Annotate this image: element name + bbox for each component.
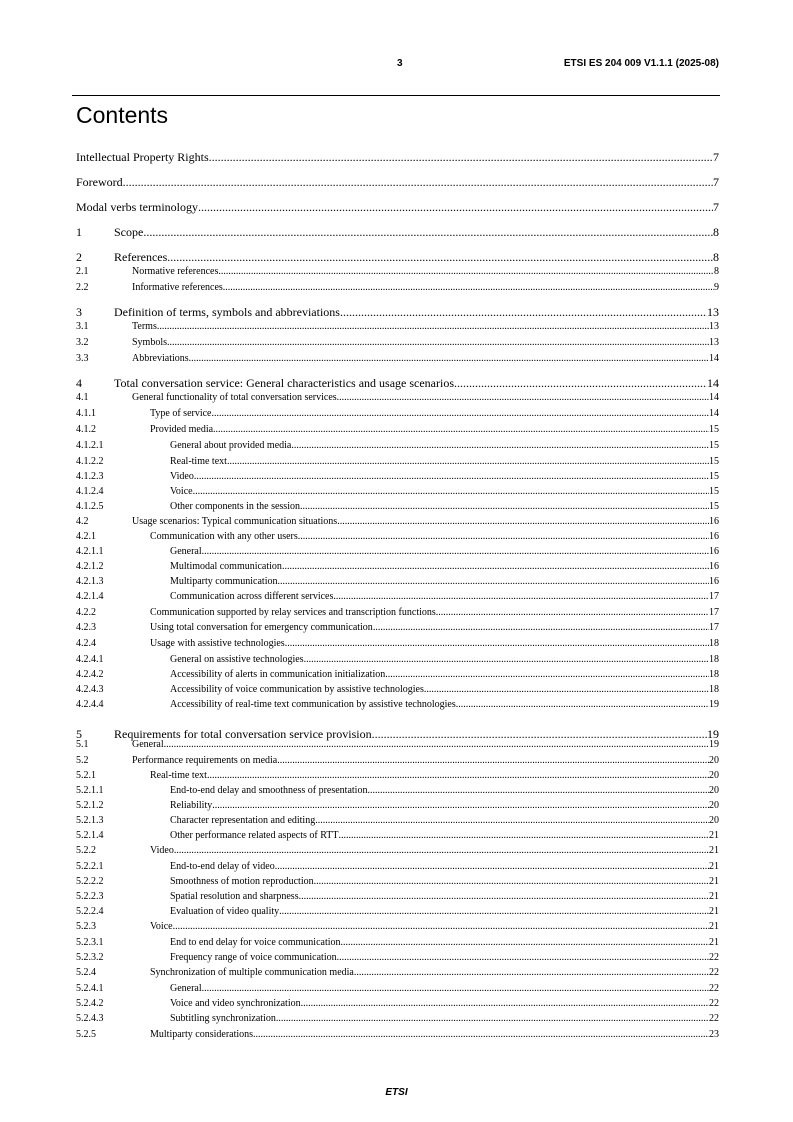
toc-entry[interactable] bbox=[76, 440, 719, 453]
toc-dot-leader bbox=[340, 305, 707, 320]
toc-entry-number: 5.2.3 bbox=[76, 921, 96, 932]
toc-entry[interactable] bbox=[76, 800, 719, 813]
page-title: Contents bbox=[76, 102, 169, 128]
toc-entry-page: 20 bbox=[709, 770, 719, 781]
toc-entry-number: 5.2 bbox=[76, 755, 89, 766]
toc-entry-page: 13 bbox=[709, 321, 719, 332]
toc-entry-page: 22 bbox=[709, 1013, 719, 1024]
toc-entry[interactable] bbox=[76, 424, 719, 437]
toc-dot-leader bbox=[123, 175, 713, 190]
toc-entry-title: General bbox=[170, 546, 202, 557]
toc-entry-title: Evaluation of video quality bbox=[170, 906, 280, 917]
toc-entry-page: 15 bbox=[709, 424, 719, 435]
toc-dot-leader bbox=[282, 561, 709, 572]
toc-entry-page: 16 bbox=[709, 561, 719, 572]
toc-entry[interactable] bbox=[76, 376, 719, 390]
toc-entry-title: Total conversation service: General characteristics and usage scenarios bbox=[114, 376, 455, 390]
toc-entry-title: Definition of terms, symbols and abbreviations bbox=[114, 305, 340, 319]
toc-entry-number: 1 bbox=[76, 225, 82, 239]
toc-dot-leader bbox=[300, 501, 709, 512]
toc-dot-leader bbox=[314, 876, 709, 887]
toc-entry-title: Subtitling synchronization bbox=[170, 1013, 276, 1024]
toc-entry[interactable] bbox=[76, 906, 719, 919]
toc-entry[interactable] bbox=[76, 531, 719, 544]
toc-entry-number: 5.2.1.2 bbox=[76, 800, 104, 811]
toc-entry-number: 2 bbox=[76, 250, 82, 264]
toc-entry-page: 18 bbox=[709, 654, 719, 665]
toc-entry-page: 17 bbox=[709, 607, 719, 618]
toc-dot-leader bbox=[291, 440, 709, 451]
toc-entry[interactable] bbox=[76, 486, 719, 499]
toc-entry-title: End to end delay for voice communication bbox=[170, 937, 341, 948]
toc-entry-page: 21 bbox=[709, 845, 719, 856]
toc-dot-leader bbox=[454, 376, 707, 391]
toc-dot-leader bbox=[212, 800, 709, 811]
toc-entry[interactable] bbox=[76, 815, 719, 828]
toc-dot-leader bbox=[373, 622, 709, 633]
toc-dot-leader bbox=[193, 486, 709, 497]
toc-dot-leader bbox=[164, 739, 709, 750]
toc-entry-title: Voice and video synchronization bbox=[170, 998, 301, 1009]
toc-entry-title: Modal verbs terminology bbox=[76, 200, 198, 214]
toc-entry[interactable] bbox=[76, 546, 719, 559]
toc-entry-title: General functionality of total conversation services bbox=[132, 392, 337, 403]
toc-entry[interactable] bbox=[76, 845, 719, 858]
toc-entry-title: Accessibility of voice communication by assistive technologies bbox=[170, 684, 424, 695]
toc-entry-number: 5.2.5 bbox=[76, 1029, 96, 1040]
toc-entry-page: 18 bbox=[709, 638, 719, 649]
toc-entry[interactable] bbox=[76, 654, 719, 667]
toc-entry-page: 22 bbox=[709, 983, 719, 994]
toc-entry[interactable] bbox=[76, 305, 719, 319]
toc-dot-leader bbox=[333, 591, 709, 602]
toc-dot-leader bbox=[209, 150, 713, 165]
toc-dot-leader bbox=[277, 755, 709, 766]
toc-entry-page: 15 bbox=[709, 486, 719, 497]
toc-entry-title: Character representation and editing bbox=[170, 815, 316, 826]
toc-entry-number: 5.1 bbox=[76, 739, 89, 750]
toc-entry-title: General about provided media bbox=[170, 440, 292, 451]
toc-entry[interactable] bbox=[76, 225, 719, 239]
toc-entry-page: 21 bbox=[709, 937, 719, 948]
toc-entry-title: Multiparty considerations bbox=[150, 1029, 254, 1040]
toc-entry-number: 5.2.2.3 bbox=[76, 891, 104, 902]
toc-entry-title: Usage scenarios: Typical communication situations bbox=[132, 516, 338, 527]
toc-entry-title: Synchronization of multiple communication media bbox=[150, 967, 354, 978]
toc-entry-number: 4.2.4.2 bbox=[76, 669, 104, 680]
toc-entry-title: Intellectual Property Rights bbox=[76, 150, 209, 164]
toc-entry-title: Symbols bbox=[132, 337, 168, 348]
toc-dot-leader bbox=[354, 967, 709, 978]
toc-entry-number: 4.2.1.3 bbox=[76, 576, 104, 587]
toc-entry-page: 16 bbox=[709, 576, 719, 587]
toc-entry-number: 3 bbox=[76, 305, 82, 319]
toc-entry-number: 4.1 bbox=[76, 392, 89, 403]
toc-dot-leader bbox=[213, 424, 709, 435]
toc-entry-title: Scope bbox=[114, 225, 144, 239]
toc-entry-title: General on assistive technologies bbox=[170, 654, 304, 665]
toc-entry-page: 7 bbox=[713, 200, 719, 214]
toc-entry-number: 5.2.4.1 bbox=[76, 983, 104, 994]
toc-dot-leader bbox=[194, 471, 709, 482]
toc-entry[interactable] bbox=[76, 576, 719, 589]
toc-dot-leader bbox=[279, 906, 709, 917]
toc-entry[interactable] bbox=[76, 516, 719, 529]
toc-entry[interactable] bbox=[76, 967, 719, 980]
toc-dot-leader bbox=[277, 576, 709, 587]
toc-entry[interactable] bbox=[76, 456, 719, 469]
toc-dot-leader bbox=[212, 408, 710, 419]
toc-entry-title: Spatial resolution and sharpness bbox=[170, 891, 299, 902]
toc-entry-title: Other performance related aspects of RTT bbox=[170, 830, 339, 841]
toc-entry-page: 7 bbox=[713, 175, 719, 189]
toc-entry-title: Other components in the session bbox=[170, 501, 300, 512]
toc-entry[interactable] bbox=[76, 607, 719, 620]
toc-dot-leader bbox=[341, 937, 709, 948]
toc-dot-leader bbox=[276, 1013, 709, 1024]
toc-entry-number: 5.2.4 bbox=[76, 967, 96, 978]
toc-entry-page: 18 bbox=[709, 684, 719, 695]
toc-entry[interactable] bbox=[76, 200, 719, 214]
toc-entry-page: 14 bbox=[709, 392, 719, 403]
toc-entry-title: Reliability bbox=[170, 800, 213, 811]
toc-entry[interactable] bbox=[76, 250, 719, 264]
toc-dot-leader bbox=[301, 998, 709, 1009]
toc-entry[interactable] bbox=[76, 1013, 719, 1026]
toc-dot-leader bbox=[143, 225, 713, 240]
toc-dot-leader bbox=[174, 845, 709, 856]
toc-entry[interactable] bbox=[76, 1029, 719, 1042]
toc-dot-leader bbox=[337, 516, 709, 527]
toc-entry-title: Provided media bbox=[150, 424, 214, 435]
toc-entry[interactable] bbox=[76, 937, 719, 950]
toc-entry-number: 4.2.3 bbox=[76, 622, 96, 633]
toc-entry-page: 21 bbox=[709, 876, 719, 887]
toc-entry-title: Usage with assistive technologies bbox=[150, 638, 285, 649]
toc-entry[interactable] bbox=[76, 638, 719, 651]
toc-entry[interactable] bbox=[76, 337, 719, 350]
toc-entry[interactable] bbox=[76, 952, 719, 965]
toc-entry-page: 21 bbox=[709, 830, 719, 841]
toc-dot-leader bbox=[315, 815, 709, 826]
toc-entry-number: 5.2.3.2 bbox=[76, 952, 104, 963]
toc-entry-number: 5.2.1 bbox=[76, 770, 96, 781]
toc-entry-page: 16 bbox=[709, 546, 719, 557]
toc-entry[interactable] bbox=[76, 785, 719, 798]
toc-entry-number: 4.2.1.2 bbox=[76, 561, 104, 572]
document-id: ETSI ES 204 009 V1.1.1 (2025-08) bbox=[563, 58, 719, 69]
toc-entry-number: 4.1.2.3 bbox=[76, 471, 104, 482]
toc-entry-page: 18 bbox=[709, 669, 719, 680]
toc-entry-page: 20 bbox=[709, 815, 719, 826]
toc-entry-title: Frequency range of voice communication bbox=[170, 952, 337, 963]
toc-entry-page: 20 bbox=[709, 800, 719, 811]
toc-entry-page: 22 bbox=[709, 998, 719, 1009]
toc-entry[interactable] bbox=[76, 891, 719, 904]
toc-entry-number: 4.2.4.1 bbox=[76, 654, 104, 665]
toc-entry-page: 21 bbox=[709, 861, 719, 872]
toc-dot-leader bbox=[227, 456, 709, 467]
toc-entry-page: 8 bbox=[713, 250, 719, 264]
toc-dot-leader bbox=[189, 353, 709, 364]
toc-entry-title: Smoothness of motion reproduction bbox=[170, 876, 314, 887]
toc-entry-title: References bbox=[114, 250, 168, 264]
toc-entry-number: 5 bbox=[76, 727, 82, 741]
toc-entry-number: 2.2 bbox=[76, 282, 89, 293]
toc-entry-number: 2.1 bbox=[76, 266, 89, 277]
toc-entry-title: Accessibility of real-time text communication by assistive technologies bbox=[170, 699, 456, 710]
toc-dot-leader bbox=[202, 546, 709, 557]
toc-dot-leader bbox=[157, 321, 709, 332]
toc-entry[interactable] bbox=[76, 266, 719, 279]
toc-entry-page: 21 bbox=[709, 921, 719, 932]
toc-entry-page: 15 bbox=[709, 456, 719, 467]
toc-entry-number: 4.2.1.1 bbox=[76, 546, 104, 557]
toc-entry[interactable] bbox=[76, 699, 719, 712]
toc-entry-number: 3.3 bbox=[76, 353, 89, 364]
toc-entry-title: Voice bbox=[150, 921, 173, 932]
toc-dot-leader bbox=[223, 282, 714, 293]
toc-entry-title: Using total conversation for emergency communication bbox=[150, 622, 373, 633]
toc-entry-number: 5.2.2.4 bbox=[76, 906, 104, 917]
toc-entry-number: 3.2 bbox=[76, 337, 89, 348]
toc-dot-leader bbox=[202, 983, 709, 994]
toc-entry-number: 4.1.2.4 bbox=[76, 486, 104, 497]
toc-entry[interactable] bbox=[76, 921, 719, 934]
toc-entry-page: 13 bbox=[709, 337, 719, 348]
toc-entry-number: 4 bbox=[76, 376, 82, 390]
toc-entry-number: 4.1.2 bbox=[76, 424, 96, 435]
toc-entry-title: Terms bbox=[132, 321, 157, 332]
toc-entry[interactable] bbox=[76, 755, 719, 768]
toc-entry[interactable] bbox=[76, 282, 719, 295]
toc-dot-leader bbox=[337, 952, 709, 963]
toc-entry-number: 5.2.2 bbox=[76, 845, 96, 856]
toc-entry-number: 4.1.2.1 bbox=[76, 440, 104, 451]
toc-entry-page: 21 bbox=[709, 906, 719, 917]
toc-entry-page: 14 bbox=[709, 408, 719, 419]
toc-entry-number: 4.2.4.3 bbox=[76, 684, 104, 695]
toc-entry-page: 16 bbox=[709, 531, 719, 542]
toc-entry-page: 17 bbox=[709, 591, 719, 602]
toc-entry[interactable] bbox=[76, 353, 719, 366]
toc-dot-leader bbox=[275, 861, 709, 872]
toc-dot-leader bbox=[167, 337, 709, 348]
toc-entry-page: 16 bbox=[709, 516, 719, 527]
toc-dot-leader bbox=[198, 200, 713, 215]
toc-dot-leader bbox=[253, 1029, 709, 1040]
toc-entry-number: 4.1.2.2 bbox=[76, 456, 104, 467]
toc-entry-page: 19 bbox=[709, 699, 719, 710]
toc-entry-title: Abbreviations bbox=[132, 353, 189, 364]
toc-entry-number: 4.2.1.4 bbox=[76, 591, 104, 602]
toc-entry-page: 22 bbox=[709, 952, 719, 963]
toc-entry[interactable] bbox=[76, 770, 719, 783]
toc-entry-number: 4.2.2 bbox=[76, 607, 96, 618]
toc-entry-page: 15 bbox=[709, 471, 719, 482]
toc-entry-number: 5.2.4.3 bbox=[76, 1013, 104, 1024]
toc-entry-number: 4.2.4 bbox=[76, 638, 96, 649]
toc-entry[interactable] bbox=[76, 861, 719, 874]
toc-entry-title: Multiparty communication bbox=[170, 576, 278, 587]
toc-dot-leader bbox=[304, 654, 709, 665]
toc-entry-page: 9 bbox=[714, 282, 719, 293]
toc-dot-leader bbox=[173, 921, 709, 932]
toc-entry[interactable] bbox=[76, 392, 719, 405]
toc-entry-title: Multimodal communication bbox=[170, 561, 282, 572]
toc-entry-number: 4.1.2.5 bbox=[76, 501, 104, 512]
toc-entry-title: Foreword bbox=[76, 175, 123, 189]
toc-entry[interactable] bbox=[76, 684, 719, 697]
toc-entry[interactable] bbox=[76, 321, 719, 334]
toc-entry-number: 4.2 bbox=[76, 516, 89, 527]
toc-entry[interactable] bbox=[76, 622, 719, 635]
toc-entry-title: Requirements for total conversation service provision bbox=[114, 727, 372, 741]
toc-dot-leader bbox=[207, 770, 709, 781]
toc-entry-page: 14 bbox=[709, 353, 719, 364]
toc-dot-leader bbox=[298, 531, 709, 542]
toc-entry[interactable] bbox=[76, 408, 719, 421]
toc-entry-page: 21 bbox=[709, 891, 719, 902]
toc-entry[interactable] bbox=[76, 983, 719, 996]
toc-entry-number: 5.2.1.4 bbox=[76, 830, 104, 841]
toc-entry-page: 8 bbox=[714, 266, 719, 277]
toc-entry-title: Informative references bbox=[132, 282, 223, 293]
toc-entry-title: General bbox=[170, 983, 202, 994]
toc-entry-number: 4.1.1 bbox=[76, 408, 96, 419]
toc-entry-title: Performance requirements on media bbox=[132, 755, 278, 766]
toc-entry[interactable] bbox=[76, 669, 719, 682]
toc-entry[interactable] bbox=[76, 739, 719, 752]
toc-dot-leader bbox=[167, 250, 713, 265]
toc-entry-page: 14 bbox=[707, 376, 719, 390]
toc-entry-title: Voice bbox=[170, 486, 193, 497]
page-number: 3 bbox=[397, 58, 403, 69]
toc-dot-leader bbox=[367, 785, 709, 796]
toc-entry-page: 20 bbox=[709, 785, 719, 796]
toc-entry-page: 22 bbox=[709, 967, 719, 978]
toc-entry[interactable] bbox=[76, 591, 719, 604]
toc-entry-page: 8 bbox=[713, 225, 719, 239]
toc-entry-page: 13 bbox=[707, 305, 719, 319]
page-footer: ETSI bbox=[385, 1087, 408, 1098]
toc-entry-title: End-to-end delay of video bbox=[170, 861, 275, 872]
toc-entry-number: 5.2.2.2 bbox=[76, 876, 104, 887]
toc-entry-title: Type of service bbox=[150, 408, 212, 419]
toc-entry[interactable] bbox=[76, 561, 719, 574]
toc-dot-leader bbox=[424, 684, 709, 695]
toc-entry[interactable] bbox=[76, 998, 719, 1011]
toc-entry-title: Real-time text bbox=[150, 770, 207, 781]
toc-entry[interactable] bbox=[76, 501, 719, 514]
toc-entry-number: 5.2.3.1 bbox=[76, 937, 104, 948]
toc-entry-title: General bbox=[132, 739, 164, 750]
toc-entry-page: 23 bbox=[709, 1029, 719, 1040]
toc-entry-number: 5.2.4.2 bbox=[76, 998, 104, 1009]
toc-entry-title: Communication supported by relay services and transcription functions bbox=[150, 607, 436, 618]
toc-entry-title: Video bbox=[170, 471, 194, 482]
toc-entry-title: Video bbox=[150, 845, 174, 856]
toc-entry-page: 15 bbox=[709, 501, 719, 512]
toc-entry-page: 20 bbox=[709, 755, 719, 766]
toc-dot-leader bbox=[436, 607, 709, 618]
toc-entry-number: 5.2.1.1 bbox=[76, 785, 104, 796]
toc-entry-number: 5.2.2.1 bbox=[76, 861, 104, 872]
toc-entry-number: 5.2.1.3 bbox=[76, 815, 104, 826]
toc-dot-leader bbox=[385, 669, 709, 680]
toc-entry-title: Communication across different services bbox=[170, 591, 334, 602]
toc-dot-leader bbox=[337, 392, 709, 403]
toc-entry-page: 19 bbox=[707, 727, 719, 741]
toc-entry-number: 4.2.1 bbox=[76, 531, 96, 542]
toc-entry-page: 17 bbox=[709, 622, 719, 633]
toc-entry[interactable] bbox=[76, 175, 719, 189]
toc-dot-leader bbox=[218, 266, 714, 277]
toc-dot-leader bbox=[299, 891, 709, 902]
toc-entry-title: Accessibility of alerts in communication initialization bbox=[170, 669, 386, 680]
toc-entry-page: 15 bbox=[709, 440, 719, 451]
toc-entry-title: End-to-end delay and smoothness of presentation bbox=[170, 785, 368, 796]
toc-entry-number: 3.1 bbox=[76, 321, 89, 332]
toc-entry[interactable] bbox=[76, 876, 719, 889]
toc-entry-title: Communication with any other users bbox=[150, 531, 298, 542]
toc-entry-number: 4.2.4.4 bbox=[76, 699, 104, 710]
toc-entry[interactable] bbox=[76, 150, 719, 164]
toc-entry[interactable] bbox=[76, 830, 719, 843]
toc-entry-page: 19 bbox=[709, 739, 719, 750]
toc-entry-title: Real-time text bbox=[170, 456, 227, 467]
toc-dot-leader bbox=[285, 638, 709, 649]
toc-dot-leader bbox=[339, 830, 710, 841]
toc-entry-title: Normative references bbox=[132, 266, 219, 277]
toc-dot-leader bbox=[456, 699, 709, 710]
toc-entry-page: 7 bbox=[713, 150, 719, 164]
toc-entry[interactable] bbox=[76, 471, 719, 484]
